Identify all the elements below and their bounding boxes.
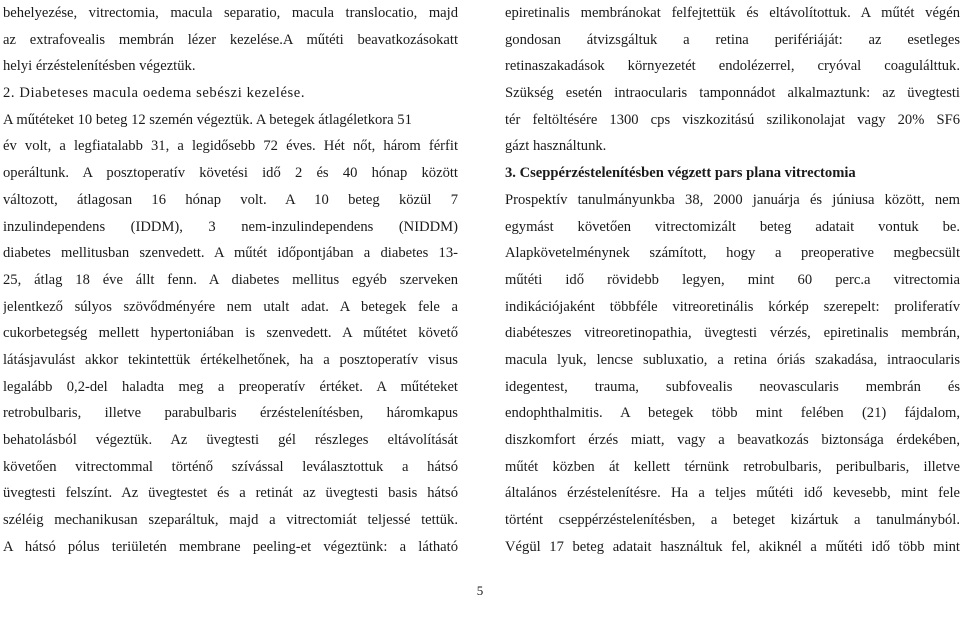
right-text-column (505, 0, 960, 560)
text-line: inzulindependens (IDDM), 3 nem-inzulindependens (NIDDM) (3, 218, 458, 235)
text-line: cukorbetegség mellett hypertoniában is szenvedett. A műtétet követő (3, 325, 458, 342)
text-line: indikációjaként többféle vitreoretinális kórkép szerepelt: proliferatív (505, 298, 960, 315)
text-line: macula lyuk, lencse subluxatio, a retina óriás szakadása, intraocularis (505, 351, 960, 368)
text-line: A hátsó pólus teriületén membrane peeling-et végeztünk: a látható (3, 538, 458, 555)
text-line: epiretinalis membránokat felfejtettük és eltávolítottuk. A műtét végén (505, 5, 960, 21)
text-line: idegentest, trauma, subfovealis neovascularis membrán és (505, 378, 960, 395)
text-line: műtét közben át kellett térnünk retrobulbaris, peribulbaris, illetve (505, 458, 960, 475)
text-line: történt cseppérzéstelenítésben, a beteget kizártuk a tanulmányból. (505, 512, 960, 529)
text-line: behatolásból végeztük. Az üvegtesti gél részleges eltávolítását (3, 432, 458, 448)
text-line: év volt, a legfiatalabb 31, a legidősebb 72 éves. Hét nőt, három férfit (3, 138, 458, 155)
text-line: 2. Diabeteses macula oedema sebészi kezelése. (3, 85, 306, 102)
text-line: Prospektív tanulmányunkba 38, 2000 januárja és júniusa között, nem (505, 191, 960, 208)
text-line: széléig mechanikusan szeparáltuk, majd a vitrectomiát teljessé tettük. (3, 512, 458, 529)
text-line: változott, átlagosan 16 hónap volt. A 10 beteg közül 7 (3, 191, 458, 208)
text-line: 3. Cseppérzéstelenítésben végzett pars plana vitrectomia (505, 165, 856, 182)
text-line: helyi érzéstelenítésben végeztük. (3, 58, 196, 75)
text-line: diszkomfort érzés miatt, vagy a beavatkozás biztonsága érdekében, (505, 432, 960, 448)
text-line: Alapkövetelménynek számított, hogy a preoperative megbecsült (505, 245, 960, 262)
text-line: az extrafovealis membrán lézer kezelése.A műtéti beavatkozásokatt (3, 31, 458, 48)
text-line: általános érzéstelenítésre. Ha a teljes műtéti idő kevesebb, mint fele (505, 485, 960, 502)
text-line: üvegtesti felszínt. Az üvegtestet és a retinát az üvegtesti basis hátsó (3, 485, 458, 502)
text-line: műtéti idő rövidebb legyen, mint 60 perc.a vitrectomia (505, 271, 960, 288)
text-line: gondosan átvizsgáltuk a retina perifériáját: az esetleges (505, 31, 960, 48)
text-line: legalább 0,2-del haladta meg a preoperatív értéket. A műtéteket (3, 378, 458, 395)
text-line: operáltunk. A posztoperatív követési idő 2 és 40 hónap között (3, 165, 458, 182)
text-line: egymást követően vitrectomizált beteg adatait vontuk be. (505, 218, 960, 235)
text-line: retrobulbaris, illetve parabulbaris érzéstelenítésben, háromkapus (3, 405, 458, 422)
left-text-column (3, 0, 458, 560)
text-line: 25, átlag 18 éve állt fenn. A diabetes mellitus egyéb szerveken (3, 271, 458, 288)
text-line: diabetes mellitusban szenvedett. A műtét időpontjában a diabetes 13- (3, 245, 458, 262)
text-line: követően vitrectommal történő szívással leválasztottuk a hátsó (3, 458, 458, 475)
text-line: Szükség esetén intraocularis tamponnádot alkalmaztunk: az üvegtesti (505, 85, 960, 102)
text-line: behelyezése, vitrectomia, macula separatio, macula translocatio, majd (3, 5, 458, 21)
text-line: endophthalmitis. A betegek több mint felében (21) fájdalom, (505, 405, 960, 422)
text-line: jelentkező súlyos szövődményére nem utalt adat. A betegek fele a (3, 298, 458, 315)
text-line: gázt használtunk. (505, 138, 607, 155)
text-line: A műtéteket 10 beteg 12 szemén végeztük. A betegek átlagéletkora 51 (3, 111, 412, 128)
text-line: tér feltöltésére 1300 cps viszkozitású szilikonolajat vagy 20% SF6 (505, 111, 960, 128)
text-line: diabéteszes vitreoretinopathia, üvegtesti vérzés, epiretinalis membrán, (505, 325, 960, 342)
text-line: retinaszakadások környezetét endolézerrel, cryóval coagulálttuk. (505, 58, 960, 75)
text-line: Végül 17 beteg adatait használtuk fel, akiknél a műtéti idő több mint (505, 538, 960, 555)
text-line: látásjavulást akkor tekintettük értékelhetőnek, ha a posztoperatív visus (3, 351, 458, 368)
page-number: 5 (476, 583, 484, 598)
